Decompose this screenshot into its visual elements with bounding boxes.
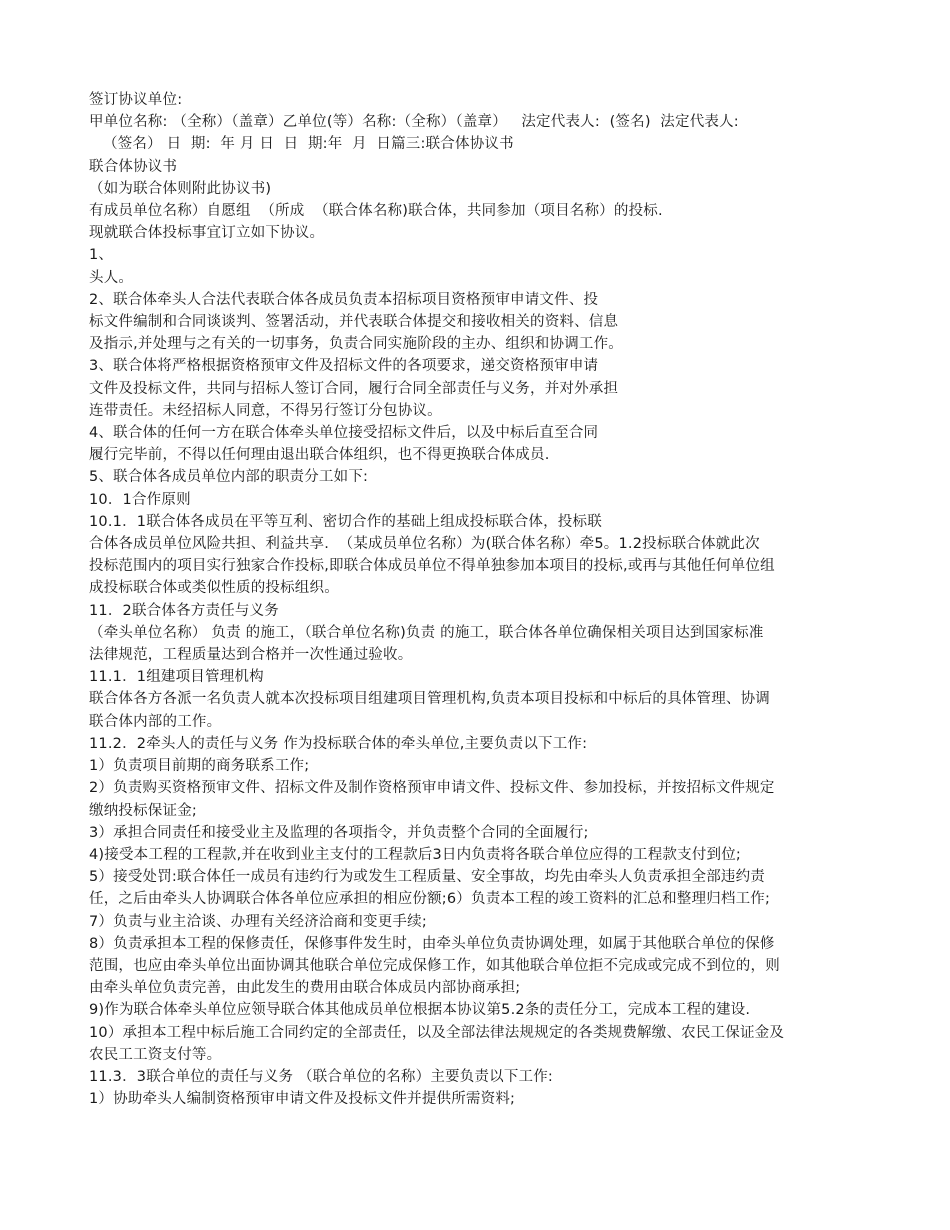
text-line: 投标范围内的项目实行独家合作投标,即联合体成员单位不得单独参加本项目的投标,或再与其他任何单位组 (89, 558, 775, 575)
text-line: 联合体各方各派一名负责人就本次投标项目组建项目管理机构,负责本项目投标和中标后的具体管理、协调 (89, 691, 771, 708)
text-line: 现就联合体投标事宜订立如下协议。 (89, 225, 325, 242)
text-line: 履行完毕前，不得以任何理由退出联合体组织，也不得更换联合体成员. (89, 447, 550, 464)
text-line: 标文件编制和合同谈谈判、签署活动，并代表联合体提交和接收相关的资料、信息 (89, 314, 619, 331)
text-line: 1、 (89, 247, 114, 264)
text-line: 9)作为联合体牵头单位应领导联合体其他成员单位根据本协议第5.2条的责任分工，完成本工程的建设. (89, 1002, 751, 1019)
text-line: 任，之后由牵头人协调联合体各单位应承担的相应份额;6）负责本工程的竣工资料的汇总和整理归档工作; (89, 891, 771, 908)
text-line: 3）承担合同责任和接受业主及监理的各项指令，并负责整个合同的全面履行; (89, 824, 589, 841)
text-line: 11.2．2牵头人的责任与义务 作为投标联合体的牵头单位,主要负责以下工作: (89, 735, 588, 752)
text-line: 有成员单位名称）自愿组 （所成 （联合体名称)联合体，共同参加（项目名称）的投标. (89, 203, 663, 220)
text-line: 5、联合体各成员单位内部的职责分工如下: (89, 469, 369, 486)
text-line: 10）承担本工程中标后施工合同约定的全部责任，以及全部法律法规规定的各类规费解缴、农民工保证金及 (89, 1024, 785, 1041)
text-line: 11．2联合体各方责任与义务 (89, 602, 279, 619)
text-line: （牵头单位名称） 负责 的施工，（联合单位名称)负责 的施工，联合体各单位确保相关项目达到国家标准 (89, 624, 764, 641)
text-line: 缴纳投标保证金; (89, 802, 197, 819)
text-line: 范围，也应由牵头单位出面协调其他联合单位完成保修工作，如其他联合单位拒不完成或完成不到位的，则 (89, 957, 780, 974)
text-line: 法律规范，工程质量达到合格并一次性通过验收。 (89, 647, 413, 664)
text-line: 甲单位名称: （全称）（盖章）乙单位(等）名称:（全称）（盖章） 法定代表人: (签名) 法定代表人: (89, 114, 739, 131)
text-line: 及指示,并处理与之有关的一切事务，负责合同实施阶段的主办、组织和协调工作。 (89, 336, 624, 353)
text-line: 成投标联合体或类似性质的投标组织。 (89, 580, 339, 597)
text-line: 5）接受处罚:联合体任一成员有违约行为或发生工程质量、安全事故，均先由牵头人负责承担全部违约责 (89, 869, 766, 886)
text-line: 4)接受本工程的工程款,并在收到业主支付的工程款后3日内负责将各联合单位应得的工程款支付到位; (89, 846, 741, 863)
text-line: 头人。 (89, 269, 134, 286)
text-line: 农民工工资支付等。 (89, 1046, 222, 1063)
text-line: 11.1．1组建项目管理机构 (89, 669, 264, 686)
text-line: 4、联合体的任何一方在联合体牵头单位接受招标文件后，以及中标后直至合同 (89, 425, 599, 442)
text-line: 2、联合体牵头人合法代表联合体各成员负责本招标项目资格预审申请文件、投 (89, 291, 599, 308)
text-line: 1）负责项目前期的商务联系工作; (89, 758, 310, 775)
text-line: 联合体协议书 (89, 158, 178, 175)
text-line: 由牵头单位负责完善，由此发生的费用由联合体成员内部协商承担; (89, 980, 521, 997)
text-line: 文件及投标文件，共同与招标人签订合同，履行合同全部责任与义务，并对外承担 (89, 380, 619, 397)
text-line: 签订协议单位: (89, 92, 183, 108)
text-line: 11.3．3联合单位的责任与义务 （联合单位的名称）主要负责以下工作: (89, 1068, 554, 1085)
text-line: 1）协助牵头人编制资格预审申请文件及投标文件并提供所需资料; (89, 1091, 516, 1108)
text-line: （签名） 日 期: 年 月 日 日 期:年 月 日篇三:联合体协议书 (103, 136, 514, 153)
text-line: 合体各成员单位风险共担、利益共享. （某成员单位名称）为(联合体名称）牵5。1.2投标联合体就此次 (89, 536, 760, 553)
text-line: 2）负责购买资格预审文件、招标文件及制作资格预审申请文件、投标文件、参加投标，并按招标文件规定 (89, 780, 775, 797)
text-line: 10.1．1联合体各成员在平等互利、密切合作的基础上组成投标联合体，投标联 (89, 513, 602, 530)
text-line: 3、联合体将严格根据资格预审文件及招标文件的各项要求，递交资格预审申请 (89, 358, 599, 375)
text-line: （如为联合体则附此协议书) (89, 180, 272, 197)
text-line: 10．1合作原则 (89, 491, 191, 508)
text-line: 联合体内部的工作。 (89, 713, 222, 730)
text-line: 8）负责承担本工程的保修责任，保修事件发生时，由牵头单位负责协调处理，如属于其他联合单位的保修 (89, 935, 775, 952)
text-line: 7）负责与业主洽谈、办理有关经济洽商和变更手续; (89, 913, 427, 930)
text-line: 连带责任。未经招标人同意，不得另行签订分包协议。 (89, 402, 442, 419)
